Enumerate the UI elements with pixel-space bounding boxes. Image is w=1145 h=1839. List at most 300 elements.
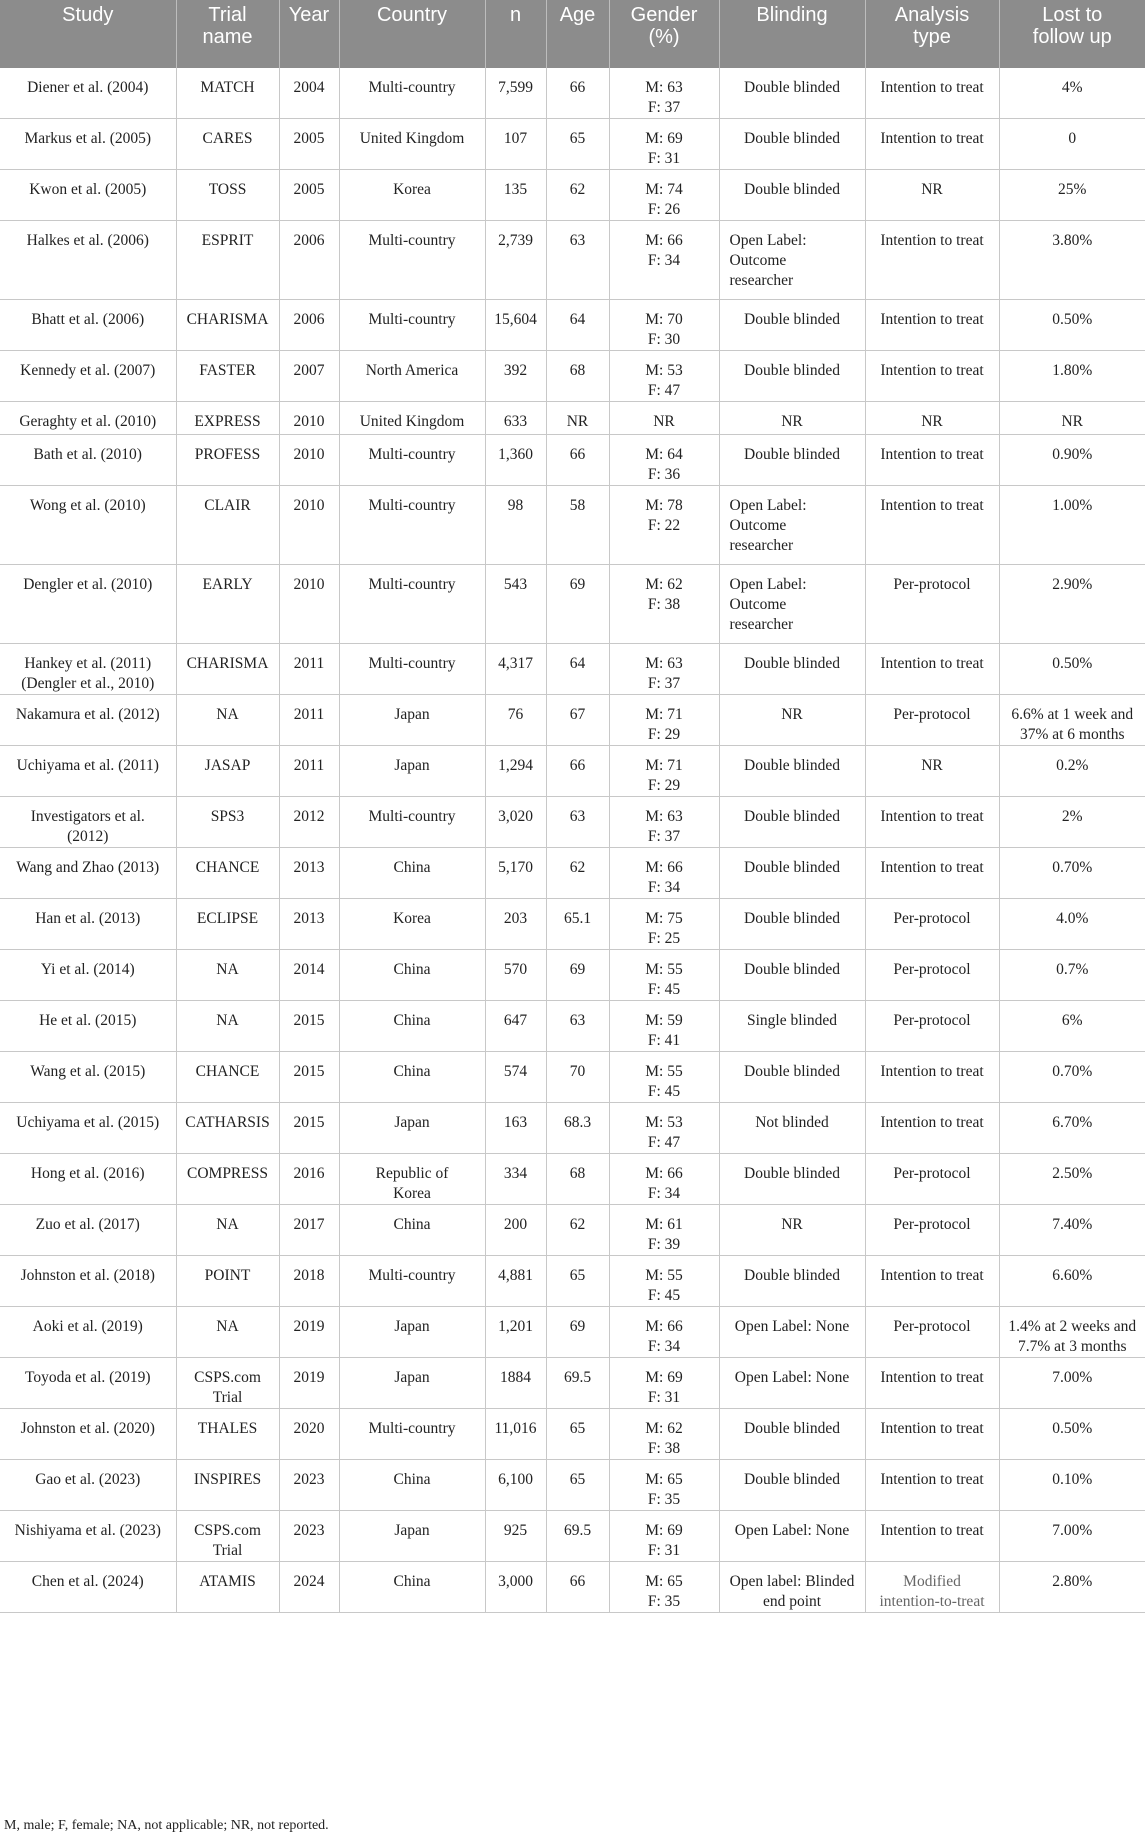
column-header-lost-to-follow-up [999, 0, 1145, 68]
cell-study [0, 300, 176, 351]
cell-text: 7.00% [1052, 1369, 1093, 1386]
cell-trial [176, 119, 279, 170]
column-header-line: follow up [1032, 26, 1112, 48]
cell-gender [609, 1001, 719, 1052]
cell-text: Intention to treat [880, 1471, 984, 1488]
cell-text: 0 [1068, 130, 1077, 147]
cell-text: Aoki et al. (2019) [32, 1318, 143, 1335]
cell-text: Per-protocol [893, 1012, 971, 1029]
cell-lost [999, 1562, 1145, 1613]
cell-study [0, 746, 176, 797]
cell-text: Intention to treat [880, 859, 984, 876]
column-header-analysis-type [865, 0, 999, 68]
cell-trial [176, 1358, 279, 1409]
cell-age: 62 [546, 1205, 609, 1256]
cell-text: Gao et al. (2023) [35, 1471, 141, 1488]
cell-n: 107 [485, 119, 546, 170]
cell-text: China [393, 1216, 431, 1233]
cell-text: Republic of [375, 1165, 449, 1182]
cell-text: M: 66 [645, 1318, 683, 1335]
cell-text: M: 55 [645, 961, 683, 978]
cell-country [339, 1460, 485, 1511]
cell-text: Hong et al. (2016) [30, 1165, 145, 1182]
cell-trial [176, 1562, 279, 1613]
cell-country [339, 644, 485, 695]
column-header-line: n [509, 4, 522, 26]
cell-text: NR [921, 181, 943, 198]
cell-text: Yi et al. (2014) [40, 961, 135, 978]
cell-text: Double blinded [744, 859, 840, 876]
cell-country [339, 746, 485, 797]
cell-text: Nishiyama et al. (2023) [14, 1522, 161, 1539]
cell-text: F: 34 [647, 1338, 681, 1355]
table-row [0, 746, 1145, 797]
cell-text: Kennedy et al. (2007) [20, 362, 156, 379]
cell-text: Open Label: None [734, 1318, 850, 1335]
cell-year: 2016 [279, 1154, 339, 1205]
cell-text: Korea [393, 1185, 431, 1202]
cell-text: researcher [729, 537, 794, 554]
column-header-line: Country [376, 4, 448, 26]
cell-text: M: 66 [645, 232, 683, 249]
cell-blinding [719, 119, 865, 170]
cell-age: 62 [546, 848, 609, 899]
cell-text: China [393, 1471, 431, 1488]
cell-text: EARLY [202, 576, 253, 593]
cell-lost [999, 68, 1145, 119]
cell-text: F: 31 [647, 150, 681, 167]
cell-text: Per-protocol [893, 1165, 971, 1182]
cell-text: CARES [202, 130, 253, 147]
cell-trial [176, 1409, 279, 1460]
cell-text: 3.80% [1052, 232, 1093, 249]
cell-year: 2010 [279, 565, 339, 644]
cell-country [339, 1001, 485, 1052]
cell-age: 70 [546, 1052, 609, 1103]
column-header-trial-name [176, 0, 279, 68]
cell-n: 633 [485, 402, 546, 435]
column-header-line: Gender [630, 4, 698, 26]
cell-text: Intention to treat [880, 1114, 984, 1131]
cell-text: M: 64 [645, 446, 683, 463]
column-header-line: type [913, 26, 951, 48]
cell-trial [176, 1052, 279, 1103]
cell-lost [999, 1409, 1145, 1460]
cell-gender [609, 1256, 719, 1307]
table-row [0, 797, 1145, 848]
cell-text: United Kingdom [359, 130, 465, 147]
cell-trial [176, 221, 279, 300]
cell-age: 69 [546, 950, 609, 1001]
cell-trial [176, 1001, 279, 1052]
cell-n: 3,000 [485, 1562, 546, 1613]
cell-gender [609, 565, 719, 644]
cell-gender [609, 950, 719, 1001]
cell-text: CHARISMA [186, 311, 269, 328]
cell-text: F: 41 [647, 1032, 681, 1049]
cell-text: 0.50% [1052, 311, 1093, 328]
cell-text: Japan [394, 1114, 430, 1131]
cell-text: M: 65 [645, 1471, 683, 1488]
cell-n: 203 [485, 899, 546, 950]
column-header-country [339, 0, 485, 68]
cell-text: Double blinded [744, 362, 840, 379]
cell-text: M: 62 [645, 576, 683, 593]
cell-analysis [865, 1205, 999, 1256]
cell-blinding [719, 402, 865, 435]
cell-text: Trial [212, 1542, 243, 1559]
cell-text: M: 63 [645, 79, 683, 96]
cell-text: Intention to treat [880, 79, 984, 96]
cell-text: 0.70% [1052, 1063, 1093, 1080]
column-header-n [485, 0, 546, 68]
cell-analysis [865, 644, 999, 695]
cell-text: 2.50% [1052, 1165, 1093, 1182]
column-header-year [279, 0, 339, 68]
cell-text: Markus et al. (2005) [24, 130, 152, 147]
cell-text: Japan [394, 1318, 430, 1335]
table-row [0, 402, 1145, 435]
cell-text: United Kingdom [359, 413, 465, 430]
cell-blinding [719, 899, 865, 950]
cell-text: 6.6% at 1 week and [1011, 706, 1134, 723]
cell-text: Zuo et al. (2017) [35, 1216, 140, 1233]
cell-analysis [865, 1562, 999, 1613]
cell-text: M: 62 [645, 1420, 683, 1437]
cell-country [339, 950, 485, 1001]
cell-analysis [865, 1256, 999, 1307]
cell-analysis [865, 1409, 999, 1460]
cell-analysis [865, 1358, 999, 1409]
cell-blinding [719, 1205, 865, 1256]
cell-gender [609, 1205, 719, 1256]
cell-text: Nakamura et al. (2012) [15, 706, 160, 723]
cell-study [0, 1205, 176, 1256]
column-header-line: Age [559, 4, 596, 26]
cell-text: Double blinded [744, 1063, 840, 1080]
cell-text: F: 34 [647, 252, 681, 269]
cell-study [0, 1001, 176, 1052]
cell-country [339, 300, 485, 351]
cell-gender [609, 1052, 719, 1103]
cell-text: 2.80% [1052, 1573, 1093, 1590]
cell-trial [176, 848, 279, 899]
cell-text: CATHARSIS [185, 1114, 270, 1131]
cell-text: 1.00% [1052, 497, 1093, 514]
cell-study [0, 1154, 176, 1205]
cell-blinding [719, 644, 865, 695]
table-body [0, 68, 1145, 1613]
cell-text: F: 45 [647, 1083, 681, 1100]
cell-lost [999, 1358, 1145, 1409]
cell-year: 2005 [279, 119, 339, 170]
cell-text: EXPRESS [194, 413, 261, 430]
cell-gender [609, 300, 719, 351]
cell-lost [999, 565, 1145, 644]
cell-age: NR [546, 402, 609, 435]
cell-year: 2018 [279, 1256, 339, 1307]
cell-study [0, 1103, 176, 1154]
cell-text: F: 22 [647, 517, 681, 534]
cell-text: MATCH [200, 79, 255, 96]
cell-n: 574 [485, 1052, 546, 1103]
cell-text: Intention to treat [880, 362, 984, 379]
cell-lost [999, 746, 1145, 797]
cell-text: M: 69 [645, 1369, 683, 1386]
cell-text: M: 66 [645, 859, 683, 876]
table-row [0, 68, 1145, 119]
cell-blinding [719, 695, 865, 746]
cell-text: Intention to treat [880, 446, 984, 463]
cell-text: F: 37 [647, 828, 681, 845]
cell-text: M: 53 [645, 362, 683, 379]
cell-analysis [865, 402, 999, 435]
cell-trial [176, 565, 279, 644]
cell-text: Open Label: None [734, 1369, 850, 1386]
cell-text: Double blinded [744, 961, 840, 978]
cell-text: Intention to treat [880, 311, 984, 328]
cell-n: 570 [485, 950, 546, 1001]
cell-lost [999, 1052, 1145, 1103]
cell-country [339, 848, 485, 899]
cell-text: 6.60% [1052, 1267, 1093, 1284]
cell-text: Korea [393, 910, 431, 927]
cell-age: 66 [546, 68, 609, 119]
cell-country [339, 899, 485, 950]
cell-n: 5,170 [485, 848, 546, 899]
cell-trial [176, 300, 279, 351]
cell-country [339, 119, 485, 170]
cell-n: 135 [485, 170, 546, 221]
cell-gender [609, 68, 719, 119]
cell-text: M: 53 [645, 1114, 683, 1131]
cell-study [0, 1562, 176, 1613]
cell-text: CSPS.com [194, 1369, 261, 1386]
cell-year: 2020 [279, 1409, 339, 1460]
cell-gender [609, 1307, 719, 1358]
cell-text: SPS3 [210, 808, 245, 825]
cell-year: 2019 [279, 1307, 339, 1358]
cell-text: Johnston et al. (2018) [20, 1267, 155, 1284]
cell-country [339, 435, 485, 486]
cell-study [0, 221, 176, 300]
table-footnote: M, male; F, female; NA, not applicable; NR, not reported. [4, 1818, 329, 1833]
column-header-line: (%) [648, 26, 680, 48]
cell-text: Double blinded [744, 808, 840, 825]
cell-text: ECLIPSE [196, 910, 259, 927]
cell-year: 2014 [279, 950, 339, 1001]
table-row [0, 1154, 1145, 1205]
cell-gender [609, 221, 719, 300]
cell-text: M: 66 [645, 1165, 683, 1182]
cell-analysis [865, 848, 999, 899]
cell-trial [176, 1511, 279, 1562]
cell-gender [609, 746, 719, 797]
cell-lost [999, 170, 1145, 221]
cell-text: 0.90% [1052, 446, 1093, 463]
cell-text: Geraghty et al. (2010) [19, 413, 157, 430]
cell-text: Japan [394, 1522, 430, 1539]
cell-analysis [865, 68, 999, 119]
cell-text: Intention to treat [880, 232, 984, 249]
cell-study [0, 565, 176, 644]
cell-n: 334 [485, 1154, 546, 1205]
cell-lost [999, 644, 1145, 695]
table-row [0, 221, 1145, 300]
cell-age: 64 [546, 644, 609, 695]
cell-text: Wong et al. (2010) [29, 497, 146, 514]
cell-analysis [865, 1052, 999, 1103]
cell-lost [999, 1001, 1145, 1052]
cell-gender [609, 848, 719, 899]
cell-text: researcher [729, 272, 794, 289]
cell-text: China [393, 1063, 431, 1080]
cell-age: 69.5 [546, 1511, 609, 1562]
cell-text: Dengler et al. (2010) [23, 576, 153, 593]
cell-lost [999, 221, 1145, 300]
cell-text: F: 47 [647, 382, 681, 399]
cell-blinding [719, 300, 865, 351]
cell-text: F: 45 [647, 1287, 681, 1304]
cell-age: 66 [546, 746, 609, 797]
cell-study [0, 170, 176, 221]
cell-gender [609, 644, 719, 695]
cell-year: 2023 [279, 1511, 339, 1562]
cell-study [0, 848, 176, 899]
cell-study [0, 351, 176, 402]
cell-text: Double blinded [744, 130, 840, 147]
cell-text: Investigators et al. [30, 808, 145, 825]
cell-country [339, 68, 485, 119]
cell-text: Chen et al. (2024) [31, 1573, 144, 1590]
cell-text: M: 78 [645, 497, 683, 514]
cell-text: F: 45 [647, 981, 681, 998]
cell-trial [176, 950, 279, 1001]
cell-text: China [393, 961, 431, 978]
cell-n: 925 [485, 1511, 546, 1562]
cell-text: JASAP [204, 757, 251, 774]
cell-year: 2011 [279, 695, 339, 746]
cell-text: NA [216, 1012, 239, 1029]
cell-n: 392 [485, 351, 546, 402]
cell-year: 2015 [279, 1103, 339, 1154]
cell-trial [176, 1154, 279, 1205]
cell-age: 69 [546, 565, 609, 644]
cell-text: F: 26 [647, 201, 681, 218]
cell-gender [609, 351, 719, 402]
cell-country [339, 1409, 485, 1460]
cell-text: Intention to treat [880, 497, 984, 514]
cell-n: 200 [485, 1205, 546, 1256]
cell-gender [609, 486, 719, 565]
cell-year: 2024 [279, 1562, 339, 1613]
cell-year: 2010 [279, 402, 339, 435]
cell-text: Per-protocol [893, 1318, 971, 1335]
cell-age: 65 [546, 1409, 609, 1460]
cell-year: 2012 [279, 797, 339, 848]
column-header-line: name [202, 26, 253, 48]
column-header-line: Trial [208, 4, 247, 26]
cell-text: CHANCE [195, 859, 260, 876]
cell-analysis [865, 1001, 999, 1052]
cell-gender [609, 1460, 719, 1511]
cell-text: NA [216, 1216, 239, 1233]
cell-country [339, 1256, 485, 1307]
cell-lost [999, 950, 1145, 1001]
cell-blinding [719, 1052, 865, 1103]
cell-text: Double blinded [744, 1165, 840, 1182]
cell-text: Multi-country [368, 232, 456, 249]
cell-text: Per-protocol [893, 576, 971, 593]
cell-year: 2007 [279, 351, 339, 402]
cell-text: F: 47 [647, 1134, 681, 1151]
cell-year: 2023 [279, 1460, 339, 1511]
cell-year: 2019 [279, 1358, 339, 1409]
cell-text: Intention to treat [880, 1522, 984, 1539]
cell-text: Wang et al. (2015) [30, 1063, 146, 1080]
cell-text: Bhatt et al. (2006) [31, 311, 145, 328]
cell-text: F: 35 [647, 1491, 681, 1508]
cell-text: Intention to treat [880, 655, 984, 672]
cell-text: (2012) [67, 828, 109, 845]
cell-text: 0.50% [1052, 655, 1093, 672]
cell-text: Open Label: [729, 232, 807, 249]
cell-gender [609, 170, 719, 221]
cell-year: 2005 [279, 170, 339, 221]
cell-text: NA [216, 961, 239, 978]
cell-text: 6% [1061, 1012, 1083, 1029]
cell-text: North America [365, 362, 459, 379]
cell-blinding [719, 68, 865, 119]
table-row [0, 1562, 1145, 1613]
cell-n: 7,599 [485, 68, 546, 119]
cell-country [339, 1562, 485, 1613]
cell-text: NR [921, 413, 943, 430]
cell-text: 2% [1061, 808, 1083, 825]
cell-age: 65.1 [546, 899, 609, 950]
column-header-line: Study [62, 4, 114, 26]
cell-trial [176, 1205, 279, 1256]
column-header-line: Lost to [1042, 4, 1103, 26]
cell-blinding [719, 1460, 865, 1511]
cell-blinding [719, 170, 865, 221]
cell-n: 76 [485, 695, 546, 746]
cell-text: China [393, 1012, 431, 1029]
table-row [0, 1103, 1145, 1154]
cell-text: Per-protocol [893, 1216, 971, 1233]
cell-text: Outcome [729, 252, 787, 269]
column-header-line: Year [288, 4, 330, 26]
cell-text: 7.7% at 3 months [1018, 1338, 1127, 1355]
cell-text: Outcome [729, 517, 787, 534]
cell-text: Modified [903, 1573, 961, 1590]
cell-n: 2,739 [485, 221, 546, 300]
cell-trial [176, 351, 279, 402]
table-row [0, 950, 1145, 1001]
cell-lost [999, 1154, 1145, 1205]
cell-country [339, 1103, 485, 1154]
cell-analysis [865, 351, 999, 402]
cell-blinding [719, 1562, 865, 1613]
table-row [0, 351, 1145, 402]
cell-text: China [393, 1573, 431, 1590]
cell-text: Double blinded [744, 655, 840, 672]
cell-analysis [865, 1154, 999, 1205]
cell-blinding [719, 1307, 865, 1358]
cell-text: F: 34 [647, 879, 681, 896]
cell-text: Multi-country [368, 1267, 456, 1284]
cell-lost [999, 402, 1145, 435]
